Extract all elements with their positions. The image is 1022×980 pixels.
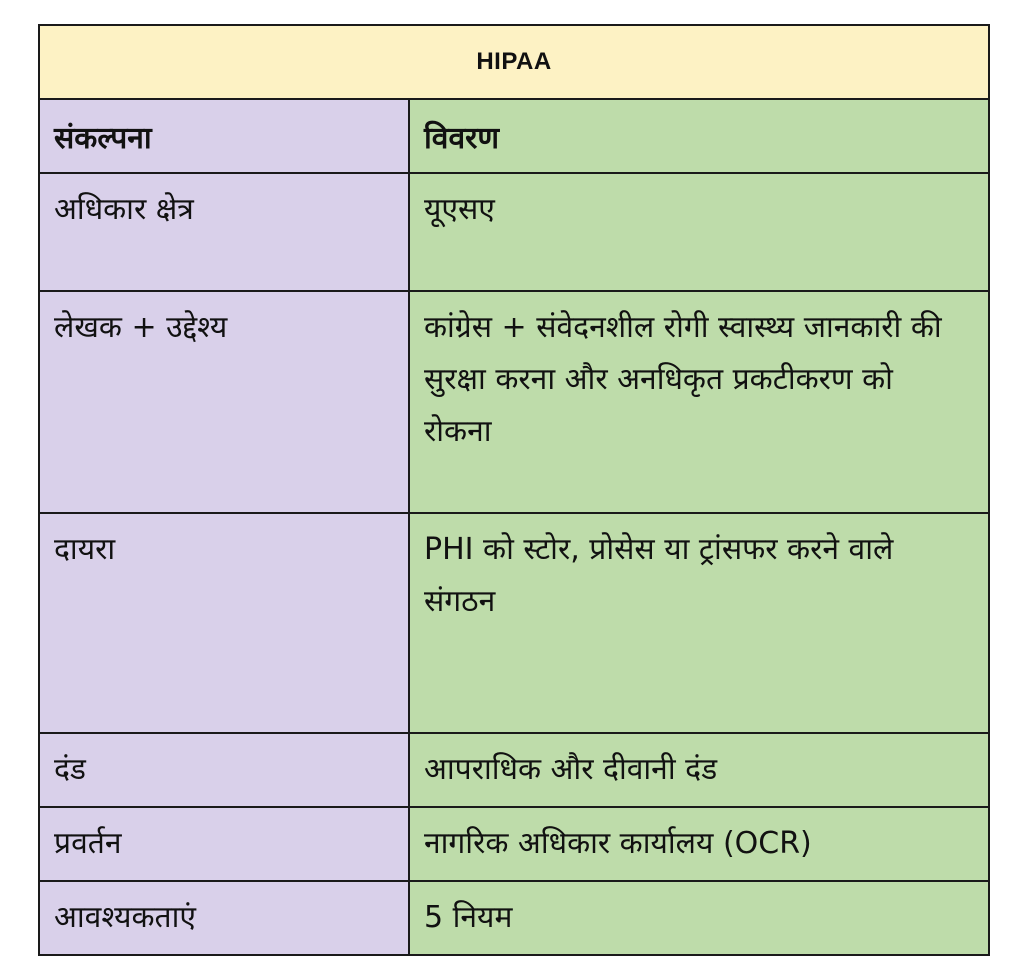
- description-text: आपराधिक और दीवानी दंड: [424, 752, 718, 787]
- description-text: PHI को स्टोर, प्रोसेस या ट्रांसफर करने वाले संगठन: [424, 532, 894, 619]
- table-row: [39, 881, 989, 955]
- table-row: [39, 173, 989, 291]
- concept-cell: [39, 733, 409, 807]
- description-text: कांग्रेस + संवेदनशील रोगी स्वास्थ्य जानकारी की सुरक्षा करना और अनधिकृत प्रकटीकरण को रोकना: [424, 310, 942, 449]
- header-row: [39, 99, 989, 173]
- concept-text: दंड: [54, 752, 86, 787]
- column-header-concept: [39, 99, 409, 173]
- description-cell: [409, 881, 989, 955]
- column-header-description-label: विवरण: [424, 121, 500, 156]
- description-cell: [409, 513, 989, 733]
- concept-cell: [39, 881, 409, 955]
- concept-text: प्रवर्तन: [54, 826, 122, 861]
- description-text: यूएसए: [424, 192, 495, 227]
- description-cell: [409, 807, 989, 881]
- concept-text: लेखक + उद्देश्य: [54, 310, 228, 345]
- table-row: [39, 733, 989, 807]
- description-cell: [409, 291, 989, 513]
- concept-cell: [39, 807, 409, 881]
- concept-cell: [39, 291, 409, 513]
- description-text: 5 नियम: [424, 900, 513, 935]
- title-row: [39, 25, 989, 99]
- concept-cell: [39, 513, 409, 733]
- concept-cell: [39, 173, 409, 291]
- concept-text: दायरा: [54, 532, 116, 567]
- description-cell: [409, 733, 989, 807]
- description-cell: [409, 173, 989, 291]
- hipaa-table: [38, 24, 990, 956]
- concept-text: आवश्यकताएं: [54, 900, 196, 935]
- table-row: [39, 807, 989, 881]
- table-row: [39, 291, 989, 513]
- description-text: नागरिक अधिकार कार्यालय (OCR): [424, 826, 812, 861]
- concept-text: अधिकार क्षेत्र: [54, 192, 194, 227]
- column-header-concept-label: संकल्पना: [54, 121, 152, 156]
- column-header-description: [409, 99, 989, 173]
- table-row: [39, 513, 989, 733]
- table-title: HIPAA: [39, 25, 989, 99]
